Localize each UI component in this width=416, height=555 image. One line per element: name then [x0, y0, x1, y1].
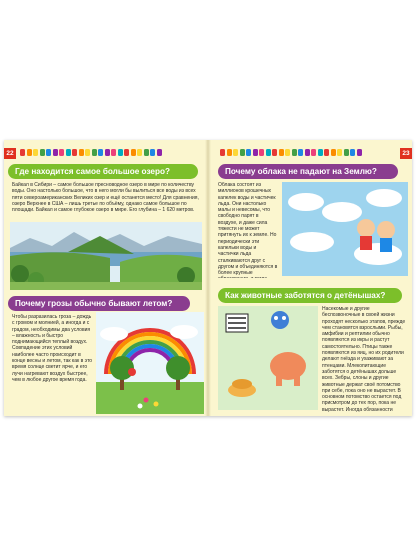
band-block	[227, 149, 232, 156]
band-block	[66, 149, 71, 156]
band-block	[350, 149, 355, 156]
clouds-heading: Почему облака не падают на Землю?	[218, 164, 398, 179]
book-spread	[4, 140, 412, 416]
band-block	[357, 149, 362, 156]
storm-heading: Почему грозы обычно бывают летом?	[8, 296, 190, 311]
band-block	[285, 149, 290, 156]
band-block	[337, 149, 342, 156]
band-block	[344, 149, 349, 156]
band-block	[40, 149, 45, 156]
band-block	[27, 149, 32, 156]
band-block	[53, 149, 58, 156]
band-block	[98, 149, 103, 156]
band-block	[324, 149, 329, 156]
band-block	[279, 149, 284, 156]
band-block	[59, 149, 64, 156]
band-block	[272, 149, 277, 156]
rainbow-illustration	[96, 312, 204, 414]
band-block	[253, 149, 258, 156]
animals-paragraph: Насекомые и другие беспозвоночные в своей жизни проходят несколько этапов, прежде чем становятся взрослыми. Рыбы, амфибии и рептилии обычно появляются из икры и растут самостоятельно. Птицы также появляются из яиц, но их родители делают гнёзда и ухаживают за птенцами. Млекопитающие заботятся о детёнышах дольше всех. Зебры, слоны и другие животные держат своё потомство при себе, пока оно не вырастет. В основном потомство остается под присмотром до тех пор, пока не вырастет. Иногда обязанности	[322, 306, 406, 412]
band-block	[72, 149, 77, 156]
band-block	[124, 149, 129, 156]
band-block	[298, 149, 303, 156]
right-color-band	[220, 149, 362, 157]
band-block	[292, 149, 297, 156]
band-block	[246, 149, 251, 156]
page-gutter	[205, 140, 211, 416]
lake-heading: Где находится самое большое озеро?	[8, 164, 198, 179]
band-block	[150, 149, 155, 156]
lake-paragraph: Байкал в Сибири – самое большое пресноводное озеро в мире по количеству воды. Оно настолько большое, что в него могли бы вылиться все воды из всех пяти североамериканских Великих озер и ещё останется место! Для сравнения, озеро Верхнее в США – лишь третье по объёму, однако самое большое по площади. Байкал и самое глубокое озеро в мире. Его глубина – 1 620 метров.	[12, 182, 199, 214]
left-color-band	[20, 149, 162, 157]
band-block	[266, 149, 271, 156]
left-page	[4, 140, 208, 416]
clouds-paragraph: Облака состоят из миллионов крошечных капелек воды и частичек льда. Они настолько малы и невесомы, что свободно парят в воздухе, и даже сила тяжести не может притянуть их к земле. Но периодически эти капельки воды и частички льда сталкиваются друг с другом и объединяются в более крупные	[218, 182, 278, 277]
band-block	[105, 149, 110, 156]
band-block	[85, 149, 90, 156]
band-block	[233, 149, 238, 156]
band-block	[137, 149, 142, 156]
band-block	[259, 149, 264, 156]
lake-illustration	[10, 222, 202, 290]
band-block	[46, 149, 51, 156]
band-block	[79, 149, 84, 156]
band-block	[157, 149, 162, 156]
storm-paragraph: Чтобы разразилась гроза – дождь с громом и молнией, а иногда и с градом, необходимы два условия – влажность и быстро поднимающийся теплый воздух. Совпадение этих условий наиболее часто происходит в конце весны и летом, так как в это время солнце светит ярче, и его лучи нагревают воздух быстрее, чем в любое другое время года.	[12, 314, 93, 383]
band-block	[240, 149, 245, 156]
clouds-illustration	[282, 182, 408, 276]
band-block	[305, 149, 310, 156]
band-block	[111, 149, 116, 156]
band-block	[311, 149, 316, 156]
band-block	[131, 149, 136, 156]
band-block	[318, 149, 323, 156]
band-block	[20, 149, 25, 156]
band-block	[144, 149, 149, 156]
animals-heading: Как животные заботятся о детёнышах?	[218, 288, 402, 303]
band-block	[331, 149, 336, 156]
band-block	[220, 149, 225, 156]
band-block	[118, 149, 123, 156]
right-page	[208, 140, 412, 416]
band-block	[92, 149, 97, 156]
band-block	[33, 149, 38, 156]
animals-illustration	[218, 306, 318, 410]
right-page-number: 23	[400, 148, 412, 159]
left-page-number: 22	[4, 148, 16, 159]
